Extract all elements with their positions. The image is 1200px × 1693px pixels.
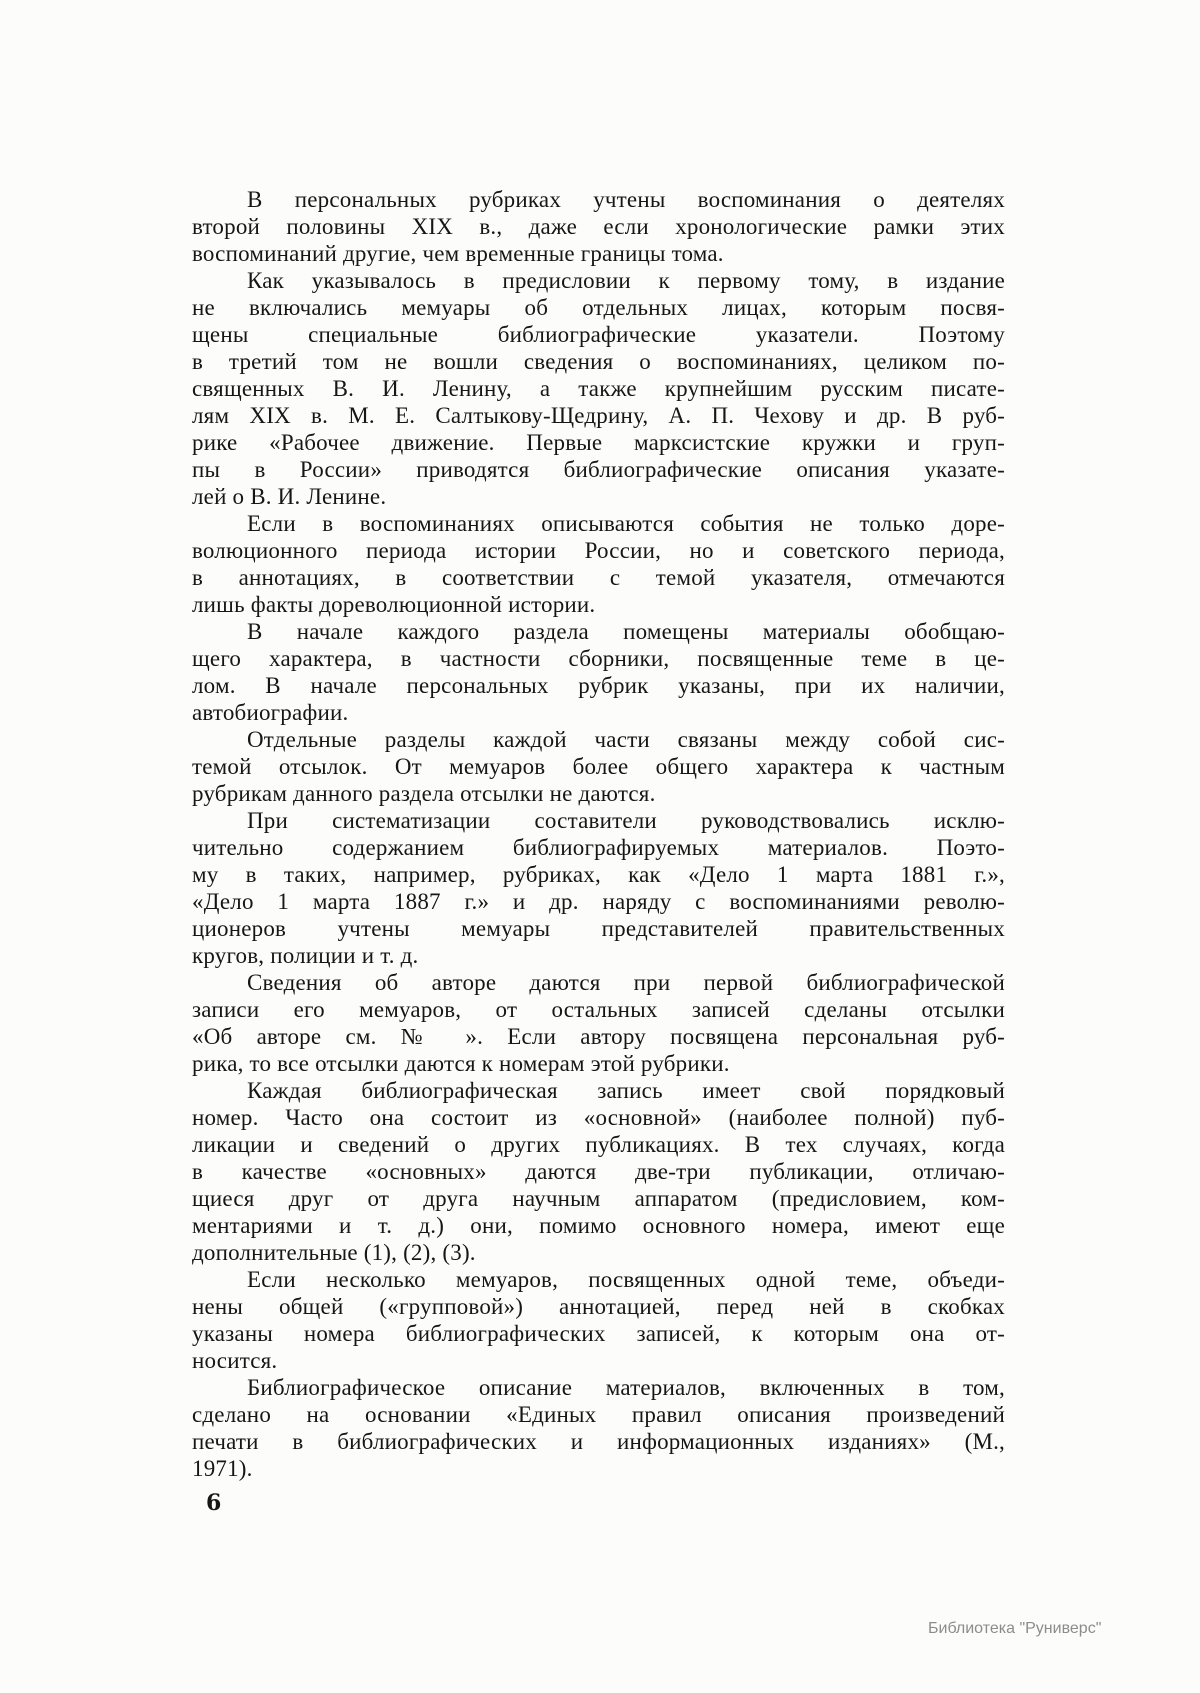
text-line: печати в библиографических и информационных изданиях» (М., — [192, 1429, 1005, 1454]
text-line: воспоминаний другие, чем временные границы тома. — [192, 241, 724, 266]
text-line: чительно содержанием библиографируемых материалов. Поэто- — [192, 835, 1005, 860]
text-line: лом. В начале персональных рубрик указаны, при их наличии, — [192, 673, 1005, 698]
text-line: му в таких, например, рубриках, как «Дело 1 марта 1881 г.», — [192, 862, 1005, 887]
paragraph — [192, 726, 1005, 807]
text-line: не включались мемуары об отдельных лицах, которым посвя- — [192, 295, 1005, 320]
text-line: номер. Часто она состоит из «основной» (наиболее полной) пуб- — [192, 1105, 1005, 1130]
paragraph — [192, 510, 1005, 618]
text-line: автобиографии. — [192, 700, 349, 725]
text-line: дополнительные (1), (2), (3). — [192, 1240, 476, 1265]
text-line: лей о В. И. Ленине. — [192, 484, 387, 509]
text-line: Если в воспоминаниях описываются события не только доре- — [247, 511, 1005, 536]
text-line: ментариями и т. д.) они, помимо основного номера, имеют еще — [192, 1213, 1005, 1238]
text-line: кругов, полиции и т. д. — [192, 943, 419, 968]
text-line: Отдельные разделы каждой части связаны между собой сис- — [247, 727, 1005, 752]
text-line: При систематизации составители руководствовались исклю- — [247, 808, 1005, 833]
text-line: Как указывалось в предисловии к первому тому, в издание — [247, 268, 1005, 293]
paragraph — [192, 1077, 1005, 1266]
paragraph — [192, 969, 1005, 1077]
paragraph — [192, 807, 1005, 969]
paragraph — [192, 1266, 1005, 1374]
text-line: Сведения об авторе даются при первой библиографической — [247, 970, 1005, 995]
text-line: рике «Рабочее движение. Первые марксистские кружки и груп- — [192, 430, 1005, 455]
text-line: священных В. И. Ленину, а также крупнейшим русским писате- — [192, 376, 1005, 401]
text-line: записи его мемуаров, от остальных записей сделаны отсылки — [192, 997, 1005, 1022]
text-line: нены общей («групповой») аннотацией, перед ней в скобках — [192, 1294, 1005, 1319]
text-line: носится. — [192, 1348, 278, 1373]
text-line: В начале каждого раздела помещены материалы обобщаю- — [247, 619, 1005, 644]
paragraph — [192, 1374, 1005, 1482]
paragraph — [192, 186, 1005, 267]
page-number: 6 — [206, 1490, 222, 1516]
text-line: щены специальные библиографические указатели. Поэтому — [192, 322, 1005, 347]
text-block — [192, 186, 1005, 1482]
text-line: Каждая библиографическая запись имеет свой порядковый — [247, 1078, 1005, 1103]
text-line: «Дело 1 марта 1887 г.» и др. наряду с воспоминаниями револю- — [192, 889, 1005, 914]
text-line: указаны номера библиографических записей, к которым она от- — [192, 1321, 1005, 1346]
text-line: «Об авторе см. № ». Если автору посвящена персональная руб- — [192, 1024, 1005, 1049]
text-line: Библиографическое описание материалов, включенных в том, — [247, 1375, 1005, 1400]
text-line: сделано на основании «Единых правил описания произведений — [192, 1402, 1005, 1427]
text-line: В персональных рубриках учтены воспоминания о деятелях — [247, 187, 1005, 212]
text-line: в качестве «основных» даются две-три публикации, отличаю- — [192, 1159, 1005, 1184]
text-line: щиеся друг от друга научным аппаратом (предисловием, ком- — [192, 1186, 1005, 1211]
text-line: Если несколько мемуаров, посвященных одной теме, объеди- — [247, 1267, 1005, 1292]
text-line: в аннотациях, в соответствии с темой указателя, отмечаются — [192, 565, 1005, 590]
paragraph — [192, 618, 1005, 726]
text-line: второй половины XIX в., даже если хронологические рамки этих — [192, 214, 1005, 239]
text-line: ликации и сведений о других публикациях. В тех случаях, когда — [192, 1132, 1005, 1157]
text-line: щего характера, в частности сборники, посвященные теме в це- — [192, 646, 1005, 671]
text-line: лям XIX в. М. Е. Салтыкову-Щедрину, А. П. Чехову и др. В руб- — [192, 403, 1005, 428]
text-line: рубрикам данного раздела отсылки не даются. — [192, 781, 656, 806]
text-line: рика, то все отсылки даются к номерам этой рубрики. — [192, 1051, 730, 1076]
paragraph — [192, 267, 1005, 510]
text-line: ционеров учтены мемуары представителей правительственных — [192, 916, 1005, 941]
text-line: пы в России» приводятся библиографические описания указате- — [192, 457, 1005, 482]
text-line: лишь факты дореволюционной истории. — [192, 592, 596, 617]
watermark-library-runivers: Библиотека "Руниверс" — [928, 1620, 1102, 1637]
text-line: волюционного периода истории России, но и советского периода, — [192, 538, 1005, 563]
text-line: в третий том не вошли сведения о воспоминаниях, целиком по- — [192, 349, 1005, 374]
text-line: темой отсылок. От мемуаров более общего характера к частным — [192, 754, 1005, 779]
text-line: 1971). — [192, 1456, 253, 1481]
